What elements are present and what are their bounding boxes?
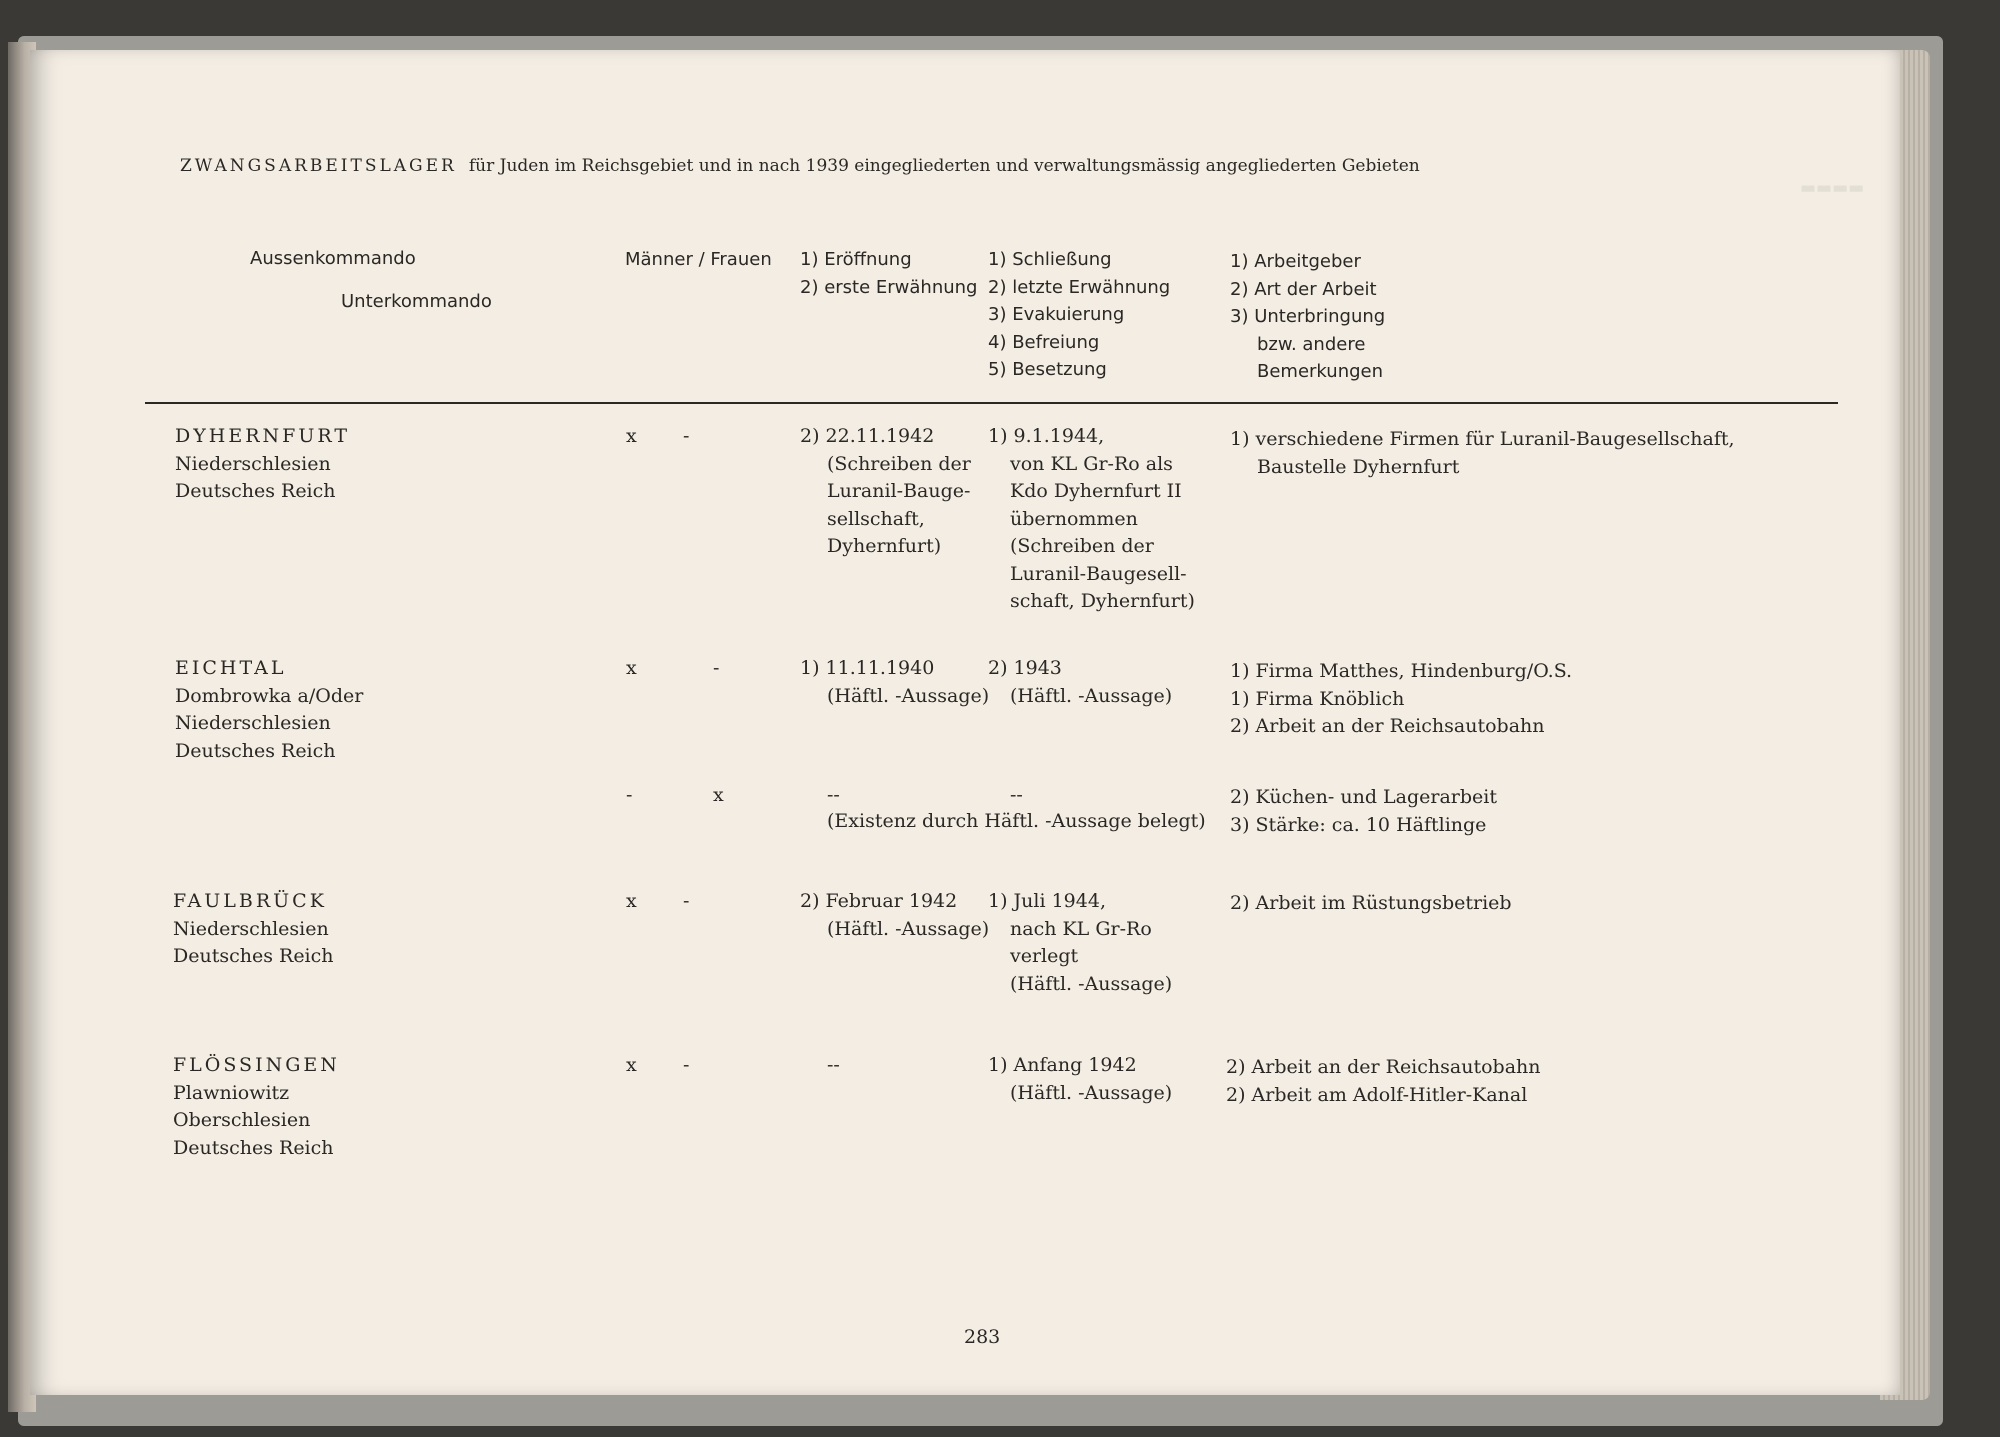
header-unterkommando: Unterkommando <box>341 291 492 312</box>
entry-eichtal-sub-women: x <box>713 784 724 806</box>
entry-eichtal-sub-open: -- <box>827 784 840 806</box>
entry-eichtal-remarks: 1) Firma Matthes, Hindenburg/O.S. 1) Firma Knöblich 2) Arbeit an der Reichsautobahn <box>1230 660 1573 737</box>
page-title <box>180 156 1420 176</box>
title-lead: ZWANGSARBEITSLAGER <box>180 156 457 176</box>
entry-floessingen-open: -- <box>827 1054 840 1076</box>
entry-eichtal-sub-close: -- <box>1010 784 1023 806</box>
entry-faulbrueck-open: 2) Februar 1942 (Häftl. -Aussage) <box>800 890 990 940</box>
entry-eichtal-name: EICHTAL Dombrowka a/Oder Niederschlesien Deutsches Reich <box>175 657 364 762</box>
entry-eichtal-men: x <box>626 657 637 679</box>
header-arbeitgeber: 1) Arbeitgeber 2) Art der Arbeit 3) Unterbringung bzw. andere Bemerkungen <box>1230 251 1386 382</box>
entry-faulbrueck-men: x <box>626 890 637 912</box>
entry-floessingen-women: - <box>683 1054 690 1076</box>
entry-eichtal-close: 2) 1943 (Häftl. -Aussage) <box>988 657 1173 707</box>
show-through: ▬▬▬▬ <box>1800 178 1865 198</box>
book-page <box>30 50 1900 1395</box>
entry-floessingen-men: x <box>626 1054 637 1076</box>
entry-dyhernfurt-open: 2) 22.11.1942 (Schreiben der Luranil-Bauge- sellschaft, Dyhernfurt) <box>800 425 971 557</box>
entry-dyhernfurt-name: DYHERNFURT Niederschlesien Deutsches Reich <box>175 425 350 502</box>
header-rule <box>145 402 1838 404</box>
entry-eichtal-sub-remarks: 2) Küchen- und Lagerarbeit 3) Stärke: ca. 10 Häftlinge <box>1230 786 1498 836</box>
entry-dyhernfurt-remarks: 1) verschiedene Firmen für Luranil-Baugesellschaft, Baustelle Dyhernfurt <box>1230 428 1735 478</box>
entry-dyhernfurt-men: x <box>626 425 637 447</box>
entry-dyhernfurt-women: - <box>683 425 690 447</box>
header-eroeffnung: 1) Eröffnung 2) erste Erwähnung <box>800 249 978 298</box>
entry-floessingen-remarks: 2) Arbeit an der Reichsautobahn 2) Arbeit am Adolf-Hitler-Kanal <box>1226 1056 1541 1106</box>
entry-faulbrueck-name: FAULBRÜCK Niederschlesien Deutsches Reich <box>173 890 334 967</box>
header-schliessung: 1) Schließung 2) letzte Erwähnung 3) Evakuierung 4) Befreiung 5) Besetzung <box>988 249 1171 380</box>
entry-eichtal-sub-note: (Existenz durch Häftl. -Aussage belegt) <box>827 810 1206 832</box>
page-number: 283 <box>964 1326 1001 1348</box>
entry-floessingen-close: 1) Anfang 1942 (Häftl. -Aussage) <box>988 1054 1173 1104</box>
title-rest: für Juden im Reichsgebiet und in nach 1939 eingegliederten und verwaltungsmässig angegliederten Gebieten <box>468 156 1420 176</box>
entry-eichtal-sub-men: - <box>626 784 633 806</box>
entry-faulbrueck-remarks: 2) Arbeit im Rüstungsbetrieb <box>1230 892 1512 914</box>
header-aussenkommando: Aussenkommando <box>250 248 416 269</box>
entry-dyhernfurt-close: 1) 9.1.1944, von KL Gr-Ro als Kdo Dyhernfurt II übernommen (Schreiben der Luranil-Baugesell- schaft, Dyhernfurt) <box>988 425 1195 612</box>
entry-eichtal-women: - <box>713 657 720 679</box>
entry-faulbrueck-close: 1) Juli 1944, nach KL Gr-Ro verlegt (Häftl. -Aussage) <box>988 890 1173 995</box>
entry-eichtal-open: 1) 11.11.1940 (Häftl. -Aussage) <box>800 657 990 707</box>
entry-faulbrueck-women: - <box>683 890 690 912</box>
header-maenner-frauen: Männer / Frauen <box>625 249 772 270</box>
entry-floessingen-name: FLÖSSINGEN Plawniowitz Oberschlesien Deutsches Reich <box>173 1054 340 1159</box>
